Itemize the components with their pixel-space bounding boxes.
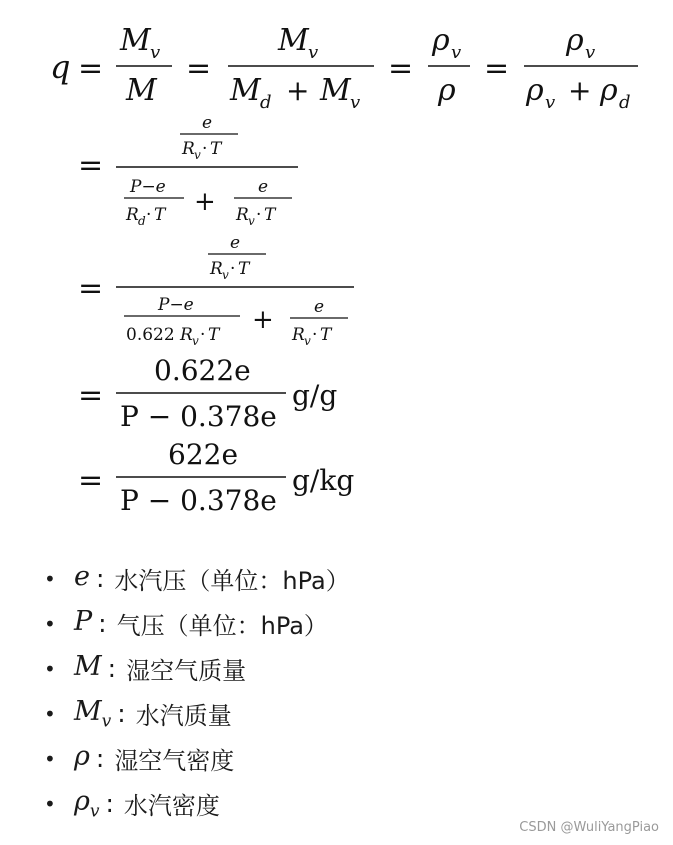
r2-den2-T: T [264, 205, 276, 225]
equals-sign: = [78, 378, 104, 413]
list-item [44, 646, 350, 691]
equals-sign: = [78, 51, 104, 86]
frac3-num-rho: ρ [432, 23, 450, 58]
r3-num-R: R [210, 259, 223, 279]
list-item [44, 691, 350, 736]
colon: : [95, 744, 105, 773]
r5-unit: g/kg [292, 464, 355, 497]
equals-sign: = [484, 51, 510, 86]
r3-den2-R: R [292, 325, 305, 345]
r3-den1-dot: · [200, 325, 206, 345]
equals-sign: = [78, 148, 104, 183]
r2-den1-T: T [154, 205, 166, 225]
r3-num-e: e [230, 233, 241, 253]
colon: : [107, 654, 117, 683]
frac2-num-sub: v [308, 42, 319, 63]
r3-den1-T: T [208, 325, 220, 345]
r2-den2-R: R [236, 205, 249, 225]
symbol: M [74, 650, 102, 682]
symbol: $\rho_v$ [74, 785, 100, 822]
r2-num-e: e [202, 113, 213, 133]
r2-den2-num: e [258, 177, 269, 197]
colon: : [98, 609, 107, 638]
frac4-den-sub1: v [545, 92, 556, 113]
list-item [44, 556, 350, 601]
frac2-num-M: M [278, 23, 309, 58]
r3-den2-dot: · [312, 325, 318, 345]
frac3-num-sub: v [451, 42, 462, 63]
list-item [44, 781, 350, 826]
frac3-den-rho: ρ [438, 73, 456, 108]
frac2-den-sub1: d [260, 92, 272, 113]
r3-den1-num: P−e [158, 295, 194, 315]
equals-sign: = [78, 463, 104, 498]
frac1-num-M: M [120, 23, 151, 58]
r4-unit: g/g [292, 379, 338, 412]
r2-num-R: R [182, 139, 195, 159]
bullet: • [44, 746, 56, 771]
frac2-den-sub2: v [350, 92, 361, 113]
r2-den1-num: P−e [130, 177, 166, 197]
r3-den1-coef: 0.622 [126, 325, 175, 345]
list-item [44, 736, 350, 781]
frac4-den-sub2: d [619, 92, 631, 113]
r3-den2-Rsub: v [304, 334, 311, 348]
bullet: • [44, 701, 56, 726]
plus-sign: + [286, 74, 310, 107]
frac2-den-M2: M [320, 73, 351, 108]
r2-den1-Rsub: d [138, 214, 146, 228]
definition-text: 水汽密度 [123, 792, 220, 820]
r3-num-dot: · [230, 259, 236, 279]
q-symbol: q [50, 48, 71, 86]
r3-num-T: T [238, 259, 250, 279]
bullet: • [44, 566, 56, 591]
r3-num-Rsub: v [222, 268, 229, 282]
r5-denominator: P − 0.378e [120, 484, 277, 517]
watermark: CSDN @WuliYangPiao [519, 820, 659, 835]
symbol: $M_v$ [74, 695, 112, 732]
bullet: • [44, 611, 56, 636]
r5-numerator: 622e [168, 438, 239, 471]
symbol: P [74, 605, 93, 637]
bullet: • [44, 791, 56, 816]
definition-text: 湿空气密度 [114, 747, 235, 775]
r2-den2-Rsub: v [248, 214, 255, 228]
r2-num-dot: · [202, 139, 208, 159]
r2-den1-dot: · [146, 205, 152, 225]
r3-den2-T: T [320, 325, 332, 345]
frac4-den-rho2: ρ [600, 73, 618, 108]
frac2-den-M1: M [230, 73, 261, 108]
r2-den1-R: R [126, 205, 139, 225]
colon: : [95, 564, 105, 593]
frac4-num-rho: ρ [566, 23, 584, 58]
equals-sign: = [186, 51, 212, 86]
list-item [44, 601, 350, 646]
r2-num-T: T [210, 139, 222, 159]
r3-den1-Rsub: v [192, 334, 199, 348]
colon: : [117, 699, 126, 728]
definition-list [44, 556, 350, 826]
frac1-den-M: M [126, 73, 157, 108]
bullet: • [44, 656, 56, 681]
r2-den2-dot: · [256, 205, 262, 225]
plus-sign: + [252, 305, 274, 335]
frac4-den-rho1: ρ [526, 73, 544, 108]
r4-denominator: P − 0.378e [120, 400, 277, 433]
colon: : [105, 789, 114, 818]
frac1-num-sub: v [150, 42, 161, 63]
r2-num-Rsub: v [194, 148, 201, 162]
plus-sign: + [568, 74, 592, 107]
definition-text: 水汽压（单位：hPa） [114, 567, 350, 595]
equals-sign: = [78, 271, 104, 306]
definition-text: 水汽质量 [135, 702, 232, 730]
r3-den2-num: e [314, 297, 325, 317]
frac4-num-sub: v [585, 42, 596, 63]
plus-sign: + [194, 187, 216, 217]
symbol: e [74, 560, 90, 592]
symbol: ρ [74, 740, 90, 772]
r4-numerator: 0.622e [154, 354, 251, 387]
definition-text: 湿空气质量 [126, 657, 247, 685]
definition-text: 气压（单位：hPa） [116, 612, 328, 640]
equals-sign: = [388, 51, 414, 86]
r3-den1-R: R [180, 325, 193, 345]
